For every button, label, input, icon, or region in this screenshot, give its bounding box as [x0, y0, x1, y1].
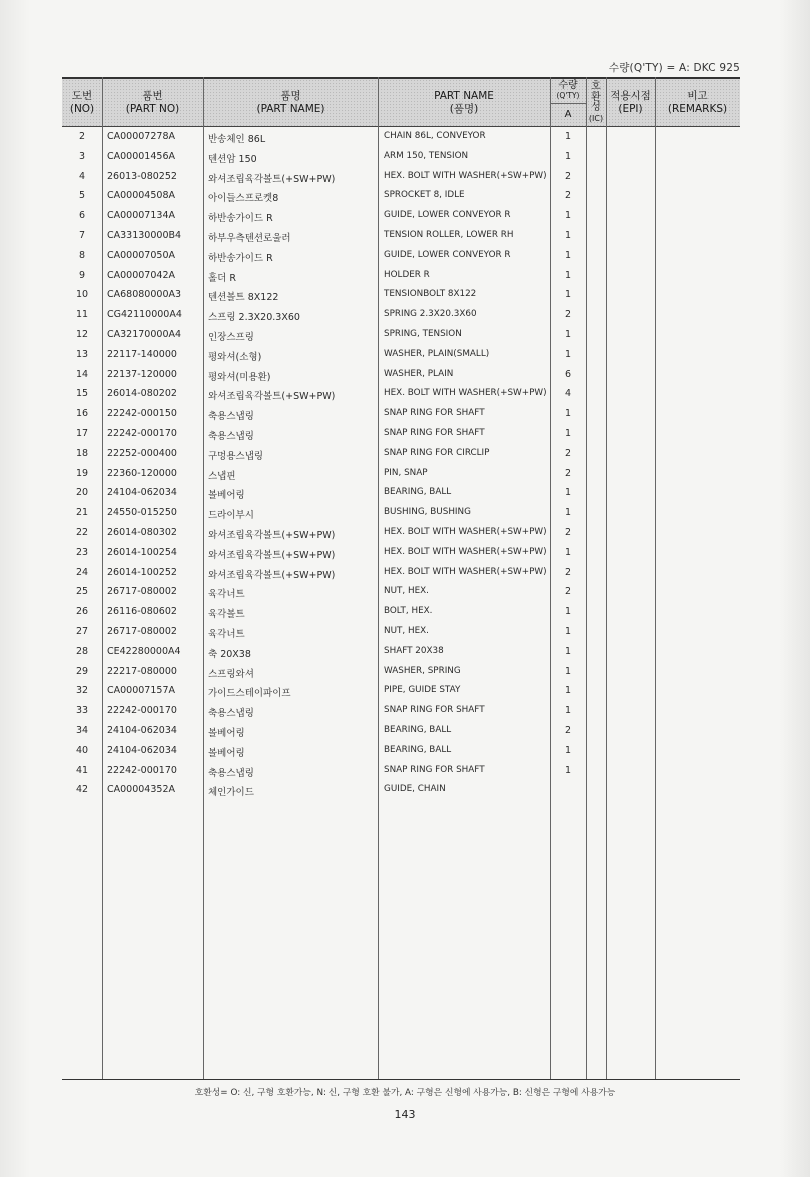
row-name-kor: 볼베어링	[208, 747, 245, 759]
row-name-eng: CHAIN 86L, CONVEYOR	[384, 131, 486, 141]
row-part-no: 22137-120000	[107, 368, 177, 380]
row-qty: 2	[564, 170, 572, 182]
row-qty: 1	[564, 428, 572, 439]
header-ic	[586, 79, 606, 127]
table-row	[62, 721, 740, 741]
row-name-eng: HEX. BOLT WITH WASHER(+SW+PW)	[384, 527, 547, 537]
row-qty: 1	[564, 329, 572, 340]
row-qty: 2	[564, 566, 572, 578]
row-name-kor: 스냅핀	[208, 470, 236, 482]
row-name-kor: 축용스냅링	[208, 767, 254, 779]
row-name-kor: 반송체인 86L	[208, 134, 266, 145]
row-qty: 1	[564, 626, 572, 637]
row-no: 23	[75, 546, 89, 558]
row-name-kor: 홀더 R	[208, 272, 236, 284]
row-part-no: CA00004352A	[107, 784, 175, 796]
row-name-kor: 인장스프링	[208, 332, 254, 343]
header-qty	[550, 79, 586, 104]
row-name-kor: 스프링 2.3X20.3X60	[208, 312, 300, 324]
table-row	[62, 761, 740, 781]
row-name-eng: SNAP RING FOR SHAFT	[384, 408, 485, 419]
header-part-name-eng: PART NAME	[434, 90, 494, 102]
row-qty: 6	[564, 368, 572, 380]
row-name-kor: 볼베어링	[208, 490, 245, 502]
row-name-kor: 와셔조립육각볼트(+SW+PW)	[208, 569, 336, 581]
row-no: 33	[75, 705, 89, 717]
row-name-eng: HOLDER R	[384, 269, 430, 280]
row-qty: 1	[564, 744, 572, 756]
header-qty-kor: 수량	[558, 80, 578, 91]
row-name-kor: 육각볼트	[208, 609, 245, 621]
header-no-kor: 도번	[71, 90, 93, 102]
row-qty: 1	[564, 606, 572, 618]
row-name-eng: BUSHING, BUSHING	[384, 507, 471, 518]
row-no: 13	[75, 348, 89, 360]
row-no: 42	[75, 784, 89, 796]
row-qty: 1	[564, 230, 572, 241]
row-part-no: 24104-062034	[107, 744, 177, 756]
row-name-kor: 구멍용스냅링	[208, 450, 264, 462]
row-name-kor: 하반송가이드 R	[208, 252, 273, 264]
row-qty: 2	[564, 447, 572, 459]
row-no: 24	[75, 566, 89, 578]
row-no: 19	[75, 467, 89, 479]
row-part-no: 22242-000170	[107, 764, 177, 776]
row-no: 9	[78, 269, 86, 281]
row-qty: 1	[564, 546, 572, 558]
row-no: 21	[75, 507, 89, 519]
row-name-eng: BEARING, BALL	[384, 725, 452, 735]
interchangeability-note: 호환성= O: 신, 구형 호환가능, N: 신, 구형 호환 불가, A: 구형은 신형에 사용가능, B: 신형은 구형에 사용가능	[194, 1088, 616, 1098]
row-name-kor: 축용스냅링	[208, 411, 254, 423]
table-row	[62, 602, 740, 622]
row-name-eng: SHAFT 20X38	[384, 645, 444, 656]
row-qty: 1	[564, 487, 572, 499]
row-part-no: CA00007157A	[107, 685, 175, 697]
row-qty: 1	[564, 210, 572, 222]
row-qty: 1	[564, 685, 572, 697]
row-name-kor: 하부우측텐션로울러	[208, 233, 291, 244]
quantity-legend: 수량(Q'TY) = A: DKC 925	[608, 62, 740, 74]
table-row	[62, 345, 740, 365]
table-row	[62, 206, 740, 226]
table-row	[62, 563, 740, 583]
table-row	[62, 523, 740, 543]
row-part-no: 24104-062034	[107, 725, 177, 736]
row-name-kor: 평와셔(미용환)	[208, 371, 271, 383]
row-no: 29	[75, 665, 89, 677]
header-part-name-kor: (품명)	[449, 103, 479, 115]
header-name-kor-label: 품명	[280, 90, 301, 102]
row-name-eng: SNAP RING FOR SHAFT	[384, 428, 485, 438]
row-name-eng: HEX. BOLT WITH WASHER(+SW+PW)	[384, 388, 547, 399]
page-number: 143	[394, 1108, 416, 1121]
row-part-no: CA32170000A4	[107, 329, 182, 340]
table-row	[62, 424, 740, 444]
table-row	[62, 701, 740, 721]
row-part-no: CA00007278A	[107, 131, 175, 142]
table-row	[62, 127, 740, 147]
row-name-kor: 스프링와셔	[208, 668, 254, 680]
row-no: 3	[78, 150, 86, 162]
row-no: 8	[78, 249, 86, 261]
row-part-no: CE42280000A4	[107, 645, 181, 657]
row-name-kor: 와셔조립육각볼트(+SW+PW)	[208, 549, 336, 561]
row-qty: 1	[564, 764, 572, 776]
row-no: 41	[75, 764, 89, 776]
table-row	[62, 662, 740, 682]
row-qty: 2	[564, 467, 572, 479]
table-row	[62, 167, 740, 187]
table-row	[62, 681, 740, 701]
row-name-eng: SPRING, TENSION	[384, 329, 462, 339]
row-no: 17	[75, 428, 89, 439]
row-no: 2	[78, 131, 86, 142]
header-epi	[606, 79, 655, 127]
row-name-eng: SNAP RING FOR CIRCLIP	[384, 447, 490, 458]
row-part-no: CA00004508A	[107, 190, 175, 202]
row-part-no: 24550-015250	[107, 507, 177, 519]
row-part-no: 26013-080252	[107, 170, 177, 182]
row-no: 14	[75, 368, 89, 380]
row-no: 12	[75, 329, 89, 340]
row-part-no: 26717-080002	[107, 586, 177, 598]
row-no: 15	[75, 388, 89, 400]
header-part-no	[102, 79, 203, 127]
row-qty: 2	[564, 527, 572, 538]
row-name-kor: 육각너트	[208, 629, 245, 640]
row-no: 34	[75, 725, 89, 736]
row-name-eng: BOLT, HEX.	[384, 606, 433, 617]
table-row	[62, 305, 740, 325]
row-part-no: CG42110000A4	[107, 309, 182, 321]
table-row	[62, 582, 740, 602]
row-name-eng: NUT, HEX.	[384, 586, 429, 597]
table-row	[62, 365, 740, 385]
header-remarks-kor: 비고	[687, 90, 708, 102]
header-name-eng-label: (PART NAME)	[256, 103, 325, 115]
table-row	[62, 246, 740, 266]
header-qty-model: A	[564, 109, 572, 120]
row-name-eng: TENSION ROLLER, LOWER RH	[384, 230, 514, 240]
row-name-eng: PIPE, GUIDE STAY	[384, 685, 461, 696]
row-name-eng: WASHER, PLAIN(SMALL)	[384, 348, 490, 359]
header-part-no-eng: (PART NO)	[125, 103, 180, 115]
row-name-eng: GUIDE, CHAIN	[384, 784, 446, 795]
row-name-eng: SPRING 2.3X20.3X60	[384, 309, 477, 320]
row-part-no: 22242-000150	[107, 408, 177, 420]
row-qty: 1	[564, 249, 572, 261]
row-part-no: 22117-140000	[107, 348, 177, 360]
row-part-no: 22360-120000	[107, 467, 177, 479]
row-name-kor: 아이들스프로켓8	[208, 193, 279, 205]
table-header	[62, 77, 740, 127]
row-name-eng: SNAP RING FOR SHAFT	[384, 764, 485, 775]
row-no: 4	[78, 170, 86, 182]
row-qty: 2	[564, 309, 572, 321]
row-name-eng: PIN, SNAP	[384, 467, 428, 478]
table-row	[62, 325, 740, 345]
row-qty: 1	[564, 289, 572, 301]
header-name-kor	[203, 79, 378, 127]
table-row	[62, 464, 740, 484]
table-row	[62, 226, 740, 246]
row-no: 25	[75, 586, 89, 598]
row-name-kor: 와셔조립육각볼트(+SW+PW)	[208, 530, 336, 541]
table-row	[62, 642, 740, 662]
row-part-no: CA00007042A	[107, 269, 175, 281]
row-part-no: 26717-080002	[107, 626, 177, 637]
row-name-eng: SPROCKET 8, IDLE	[384, 190, 465, 201]
table-row	[62, 444, 740, 464]
header-epi-kor: 적용시점	[610, 90, 651, 102]
row-part-no: 22242-000170	[107, 705, 177, 717]
row-name-eng: TENSIONBOLT 8X122	[384, 289, 477, 300]
header-no-eng: (NO)	[69, 103, 95, 115]
row-part-no: CA00007050A	[107, 249, 175, 261]
row-name-eng: SNAP RING FOR SHAFT	[384, 705, 485, 716]
header-ic-kor: 호 환 성	[591, 81, 601, 114]
row-part-no: 26014-100254	[107, 546, 177, 558]
row-name-kor: 와셔조립육각볼트(+SW+PW)	[208, 173, 336, 185]
row-part-no: 22242-000170	[107, 428, 177, 439]
row-name-eng: ARM 150, TENSION	[384, 150, 469, 161]
row-name-kor: 축용스냅링	[208, 708, 254, 720]
qty-header-divider	[550, 103, 586, 104]
row-no: 5	[78, 190, 86, 202]
table-row	[62, 186, 740, 206]
row-qty: 1	[564, 705, 572, 717]
row-name-eng: GUIDE, LOWER CONVEYOR R	[384, 210, 511, 221]
row-name-kor: 볼베어링	[208, 728, 245, 739]
row-name-eng: GUIDE, LOWER CONVEYOR R	[384, 249, 511, 260]
row-no: 7	[78, 230, 86, 241]
row-part-no: 26014-080302	[107, 527, 177, 538]
row-qty: 1	[564, 269, 572, 281]
row-no: 6	[78, 210, 86, 222]
row-part-no: CA00001456A	[107, 150, 175, 162]
header-remarks-eng: (REMARKS)	[667, 103, 728, 115]
row-name-kor: 체인가이드	[208, 787, 254, 799]
header-part-no-kor: 품번	[142, 90, 163, 102]
row-no: 10	[75, 289, 89, 301]
row-part-no: 22252-000400	[107, 447, 177, 459]
table-row	[62, 147, 740, 167]
header-epi-eng: (EPI)	[618, 103, 643, 115]
row-no: 18	[75, 447, 89, 459]
row-part-no: 26014-100252	[107, 566, 177, 578]
row-qty: 1	[564, 408, 572, 420]
row-qty: 2	[564, 586, 572, 598]
row-no: 22	[75, 527, 89, 538]
row-name-kor: 축용스냅링	[208, 431, 254, 442]
row-part-no: CA68080000A3	[107, 289, 182, 301]
table-row	[62, 384, 740, 404]
row-qty: 1	[564, 150, 572, 162]
table-row	[62, 543, 740, 563]
row-qty: 1	[564, 507, 572, 519]
row-name-eng: WASHER, SPRING	[384, 665, 461, 676]
row-qty: 4	[564, 388, 572, 400]
row-name-kor: 텐션암 150	[208, 153, 257, 165]
parts-table	[62, 77, 740, 1079]
row-name-kor: 드라이부시	[208, 510, 254, 522]
row-part-no: CA33130000B4	[107, 230, 182, 241]
row-name-kor: 가이드스테이파이프	[208, 688, 291, 700]
row-name-kor: 평와셔(소형)	[208, 351, 262, 363]
row-name-kor: 육각너트	[208, 589, 245, 601]
row-no: 20	[75, 487, 89, 499]
table-row	[62, 404, 740, 424]
row-part-no: 22217-080000	[107, 665, 177, 677]
row-name-eng: HEX. BOLT WITH WASHER(+SW+PW)	[384, 566, 547, 577]
row-qty: 1	[564, 645, 572, 657]
row-qty: 2	[564, 725, 572, 736]
header-no	[62, 79, 102, 127]
row-name-kor: 텐션볼트 8X122	[208, 292, 279, 304]
table-row	[62, 483, 740, 503]
row-qty: 1	[564, 348, 572, 360]
row-no: 11	[75, 309, 89, 321]
header-qty-eng: (Q'TY)	[556, 91, 580, 100]
table-row	[62, 780, 740, 800]
row-name-kor: 축 20X38	[208, 648, 251, 660]
row-part-no: 26014-080202	[107, 388, 177, 400]
row-part-no: 24104-062034	[107, 487, 177, 499]
table-row	[62, 741, 740, 761]
row-no: 26	[75, 606, 89, 618]
row-name-eng: BEARING, BALL	[384, 744, 452, 755]
table-row	[62, 266, 740, 286]
row-part-no: CA00007134A	[107, 210, 175, 222]
row-name-eng: HEX. BOLT WITH WASHER(+SW+PW)	[384, 546, 547, 557]
row-name-kor: 와셔조립육각볼트(+SW+PW)	[208, 391, 336, 403]
row-part-no: 26116-080602	[107, 606, 177, 618]
table-row	[62, 285, 740, 305]
row-name-eng: HEX. BOLT WITH WASHER(+SW+PW)	[384, 170, 547, 181]
table-row	[62, 503, 740, 523]
row-qty: 1	[564, 665, 572, 677]
table-bottom-rule	[62, 1079, 740, 1080]
row-qty: 1	[564, 131, 572, 142]
row-no: 32	[75, 685, 89, 697]
row-no: 40	[75, 744, 89, 756]
row-no: 27	[75, 626, 89, 637]
row-no: 28	[75, 645, 89, 657]
header-part-name	[378, 79, 550, 127]
header-remarks	[655, 79, 740, 127]
row-name-eng: NUT, HEX.	[384, 626, 429, 636]
row-name-eng: WASHER, PLAIN	[384, 368, 454, 379]
row-no: 16	[75, 408, 89, 420]
row-name-kor: 하반송가이드 R	[208, 213, 273, 225]
header-ic-eng: (IC)	[588, 113, 604, 123]
row-name-eng: BEARING, BALL	[384, 487, 452, 498]
table-row	[62, 622, 740, 642]
row-qty: 2	[564, 190, 572, 202]
